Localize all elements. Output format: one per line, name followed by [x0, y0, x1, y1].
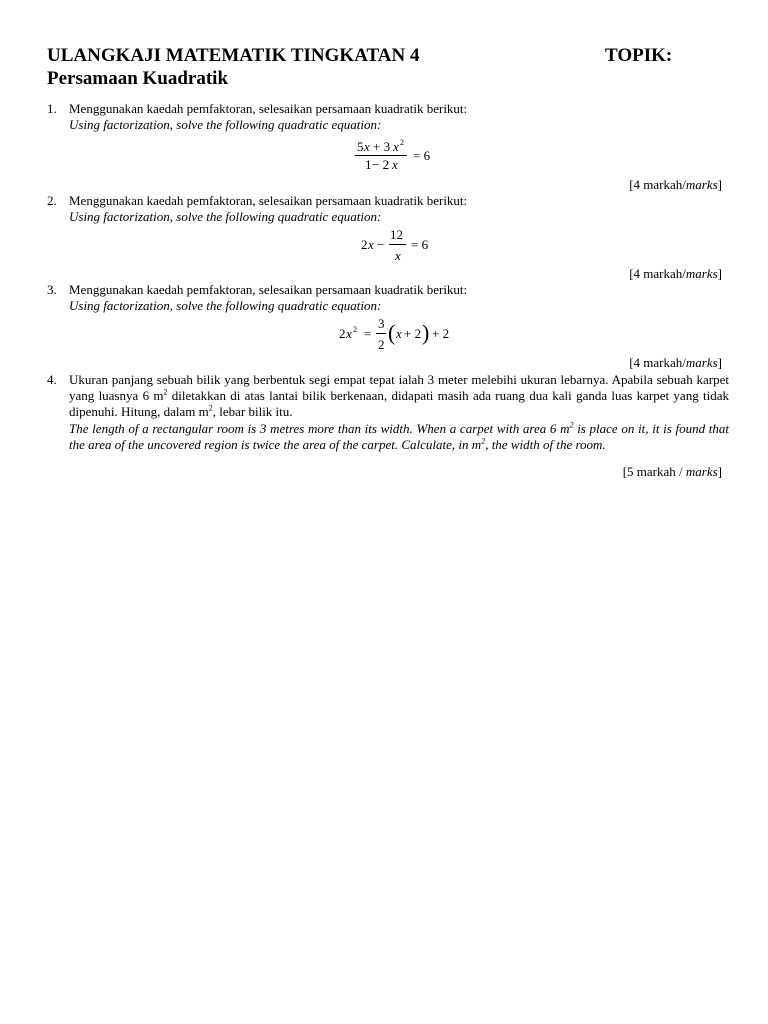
- question-2: [47, 193, 727, 225]
- eq2-x: x: [368, 237, 374, 252]
- eq1-num-x: x: [364, 139, 370, 154]
- q4-malay-sup-2: 2: [208, 403, 213, 413]
- question-text-malay: Menggunakan kaedah pemfaktoran, selesaikan persamaan kuadratik berikut:: [69, 101, 468, 116]
- eq1-num-plus: + 3: [373, 139, 391, 154]
- document-subtitle: Persamaan Kuadratik: [47, 68, 229, 89]
- question-text-english: Using factorization, solve the following quadratic equation:: [69, 117, 382, 132]
- equation-1: [0, 136, 768, 176]
- eq1-num-x2: x: [393, 139, 399, 154]
- eq2-frac-num: 12: [390, 227, 403, 242]
- marks-en: marks: [685, 355, 718, 370]
- question-text-malay: Menggunakan kaedah pemfaktoran, selesaikan persamaan kuadratik berikut:: [69, 193, 468, 208]
- marks-prefix: [4 markah/: [629, 355, 686, 370]
- q4-malay-part-a: Ukuran panjang sebuah bilik yang berbentuk segi empat tepat ialah 3 meter melebihi ukuran lebarnya. Apabila sebuah karpet yang luasnya 6 m: [69, 372, 729, 403]
- equation-3-graphic: [0, 316, 768, 356]
- marks-suffix: ]: [717, 177, 722, 192]
- eq3-rparen: ): [422, 320, 430, 345]
- q4-english-part-c: , the width of the room.: [485, 437, 606, 452]
- eq3-lparen: (: [388, 320, 396, 345]
- eq3-tail: + 2: [432, 326, 450, 341]
- eq3-inner-x: x: [396, 326, 402, 341]
- marks-prefix: [4 markah/: [629, 177, 686, 192]
- equation-1-graphic: [0, 136, 768, 176]
- q4-malay-part-c: , lebar bilik itu.: [212, 404, 293, 419]
- question-number: 4.: [47, 372, 57, 387]
- eq2-rhs: = 6: [411, 237, 429, 252]
- marks-en: marks: [685, 464, 718, 479]
- question-number: 2.: [47, 193, 57, 208]
- marks-suffix: ]: [717, 266, 722, 281]
- q4-english-part-a: The length of a rectangular room is 3 metres more than its width. When a carpet with area 6 m: [69, 421, 570, 436]
- question-3: [47, 282, 727, 314]
- question-text-english: Using factorization, solve the following quadratic equation:: [69, 209, 382, 224]
- eq2-coef: 2: [361, 237, 368, 252]
- q4-english-sup-1: 2: [569, 420, 574, 430]
- marks-4: [623, 464, 722, 480]
- eq1-den-one: 1: [365, 157, 372, 172]
- marks-en: marks: [685, 266, 718, 281]
- eq3-sup: 2: [353, 325, 357, 334]
- equation-3: [0, 316, 768, 356]
- topic-label: TOPIK:: [605, 45, 673, 66]
- q4-english-part-b: is place on it, it is found that the area of the uncovered region is twice the area of the carpet. Calculate, in m: [69, 421, 730, 452]
- equation-2: [0, 226, 768, 266]
- eq3-equals: =: [364, 326, 372, 341]
- question-text-malay: Menggunakan kaedah pemfaktoran, selesaikan persamaan kuadratik berikut:: [69, 282, 468, 297]
- eq1-rhs: = 6: [413, 148, 431, 163]
- marks-3: [629, 355, 722, 371]
- eq2-minus: −: [377, 237, 385, 252]
- marks-2: [629, 266, 722, 282]
- marks-1: [629, 177, 722, 193]
- eq3-inner-rest: + 2: [404, 326, 422, 341]
- q4-malay-part-b: diletakkan di atas lantai bilik berkenaan, didapati masih ada ruang dua kali ganda luas karpet yang tidak dipenuhi. Hitung, dalam m: [69, 388, 729, 419]
- eq3-frac-num: 3: [378, 316, 385, 331]
- question-text-malay: [69, 372, 729, 420]
- question-number: 1.: [47, 101, 57, 116]
- equation-2-graphic: [0, 226, 768, 266]
- marks-prefix: [4 markah/: [629, 266, 686, 281]
- marks-en: marks: [685, 177, 718, 192]
- document-title: ULANGKAJI MATEMATIK TINGKATAN 4: [47, 45, 420, 66]
- marks-suffix: ]: [717, 355, 722, 370]
- marks-prefix: [5 markah /: [622, 464, 686, 479]
- question-4: [47, 372, 730, 453]
- eq2-frac-den: x: [395, 248, 401, 263]
- eq1-den-minus: − 2: [372, 157, 390, 172]
- eq1-den-x: x: [392, 157, 398, 172]
- question-text-english: [69, 421, 729, 453]
- question-number: 3.: [47, 282, 57, 297]
- eq3-coef: 2: [339, 326, 346, 341]
- eq3-frac-den: 2: [378, 337, 385, 352]
- q4-english-sup-2: 2: [481, 436, 486, 446]
- q4-malay-sup-1: 2: [163, 387, 168, 397]
- eq1-num-coef: 5: [357, 139, 364, 154]
- question-text-english: Using factorization, solve the following quadratic equation:: [69, 298, 382, 313]
- eq1-num-sup: 2: [400, 138, 404, 147]
- question-1: [47, 101, 727, 133]
- eq3-x: x: [346, 326, 352, 341]
- marks-suffix: ]: [717, 464, 722, 479]
